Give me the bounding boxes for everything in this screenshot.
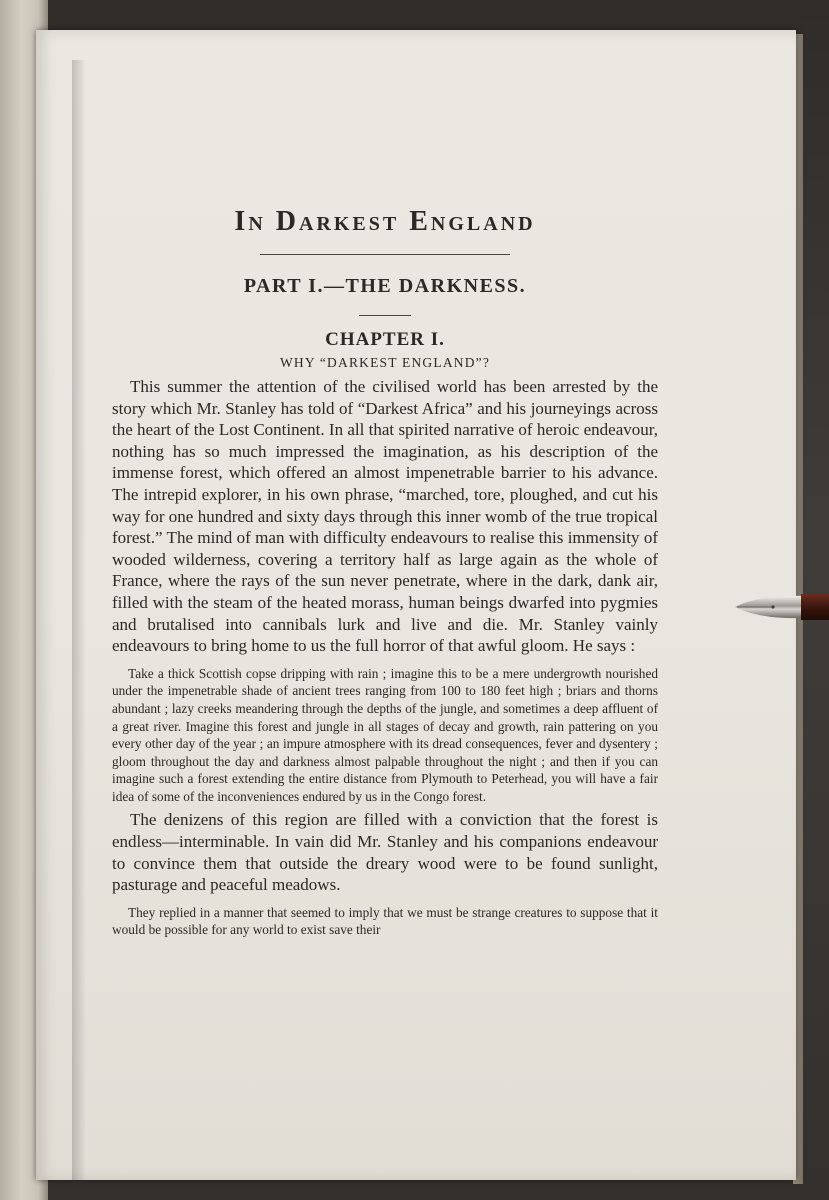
paragraph-2: The denizens of this region are filled with a conviction that the forest is endless—interminable. In vain did Mr. Stanley and his companions endeavour to convince them that outside the dreary wood were to be found sunlight, pasturage and peaceful meadows. bbox=[112, 810, 658, 895]
page-content bbox=[112, 204, 658, 939]
fountain-pen-nib-icon bbox=[733, 590, 829, 624]
title-divider bbox=[260, 254, 510, 255]
paragraph-3: They replied in a manner that seemed to imply that we must be strange creatures to suppose that it would be possible for any world to exist save their bbox=[112, 904, 658, 938]
stanley-quote: Take a thick Scottish copse dripping with rain ; imagine this to be a mere undergrowth nourished under the impenetrable shade of ancient trees ranging from 100 to 180 feet high ; briars and thorns abundant ; lazy creeks meandering through the depths of the jungle, and sometimes a deep affluent of a great river. Imagine this forest and jungle in all stages of decay and growth, rain pattering on you every other day of the year ; an impure atmosphere with its dread consequences, fever and dysentery ; gloom throughout the day and darkness almost palpable throughout the night ; and then if you can imagine such a forest extending the entire distance from Plymouth to Peterhead, you will have a fair idea of some of the inconveniences endured by us in the Congo forest. bbox=[112, 665, 658, 804]
chapter-subtitle: WHY “DARKEST ENGLAND”? bbox=[279, 355, 491, 370]
paragraph-1: This summer the attention of the civilised world has been arrested by the story which Mr. Stanley has told of “Darkest Africa” and his journeyings across the heart of the Lost Continent. In all that spirited narrative of heroic endeavour, nothing has so much impressed the imagination, as his description of the immense forest, which offered an almost impenetrable barrier to his advance. The intrepid explorer, in his own phrase, “marched, tore, ploughed, and cut his way for one hundred and sixty days through this inner womb of the true tropical forest.” The mind of man with difficulty endeavours to realise this immensity of wooded wilderness, covering a territory half as large again as the whole of France, where the rays of the sun never penetrate, where in the dark, dank air, filled with the steam of the heated morass, human beings dwarfed into pygmies and brutalised into cannibals lurk and live and die. Mr. Stanley vainly endeavours to bring home to us the full horror of that awful gloom. He says : bbox=[112, 377, 658, 656]
book-title: In Darkest England bbox=[234, 206, 536, 237]
part-title: PART I.—THE DARKNESS. bbox=[243, 275, 527, 297]
chapter-title: CHAPTER I. bbox=[325, 329, 445, 350]
part-divider bbox=[359, 315, 411, 316]
page-gutter-shadow bbox=[72, 60, 86, 1180]
